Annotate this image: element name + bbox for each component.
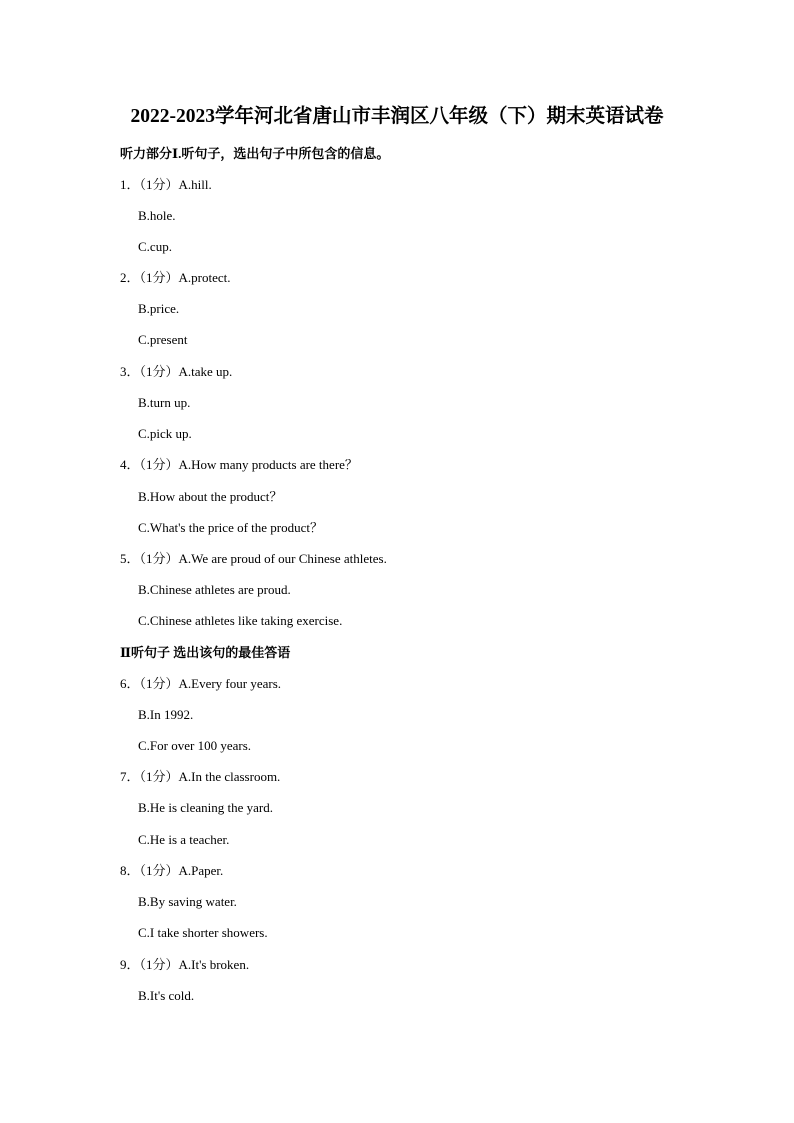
exam-title: 2022-2023学年河北省唐山市丰润区八年级（下）期末英语试卷 (130, 106, 664, 127)
question-8-option-b: B.By saving water. (138, 894, 237, 909)
question-9-option-b: B.It's cold. (138, 988, 195, 1003)
question-6-option-b: B.In 1992. (138, 707, 194, 722)
question-1-option-c: C.cup. (138, 239, 172, 254)
question-2-stem: 2．（1分）A.protect. (120, 270, 231, 285)
question-7-option-b: B.He is cleaning the yard. (138, 800, 274, 815)
question-1-option-b: B.hole. (138, 208, 176, 223)
question-6-stem: 6．（1分）A.Every four years. (120, 676, 282, 691)
question-1-stem: 1．（1分）A.hill. (120, 177, 212, 192)
question-5-option-b: B.Chinese athletes are proud. (138, 582, 291, 597)
question-9-stem: 9．（1分）A.It's broken. (120, 957, 250, 972)
question-8-option-c: C.I take shorter showers. (138, 925, 268, 940)
question-5-option-c: C.Chinese athletes like taking exercise. (138, 613, 343, 628)
question-4-option-c: C.What's the price of the product？ (138, 520, 324, 535)
question-4-stem: 4．（1分）A.How many products are there？ (120, 457, 358, 472)
question-8-stem: 8．（1分）A.Paper. (120, 863, 224, 878)
question-7-option-c: C.He is a teacher. (138, 832, 230, 847)
question-3-stem: 3．（1分）A.take up. (120, 364, 233, 379)
question-3-option-b: B.turn up. (138, 395, 191, 410)
question-5-stem: 5．（1分）A.We are proud of our Chinese athletes. (120, 551, 387, 566)
question-7-stem: 7．（1分）A.In the classroom. (120, 769, 281, 784)
question-3-option-c: C.pick up. (138, 426, 192, 441)
question-2-option-c: C.present (138, 332, 188, 347)
question-6-option-c: C.For over 100 years. (138, 738, 252, 753)
section-heading-listening-2: Ⅱ听句子 选出该句的最佳答语 (120, 645, 291, 660)
section-heading-listening-1: 听力部分Ⅰ.听句子，选出句子中所包含的信息。 (120, 146, 390, 161)
question-4-option-b: B.How about the product？ (138, 489, 283, 504)
question-2-option-b: B.price. (138, 301, 180, 316)
